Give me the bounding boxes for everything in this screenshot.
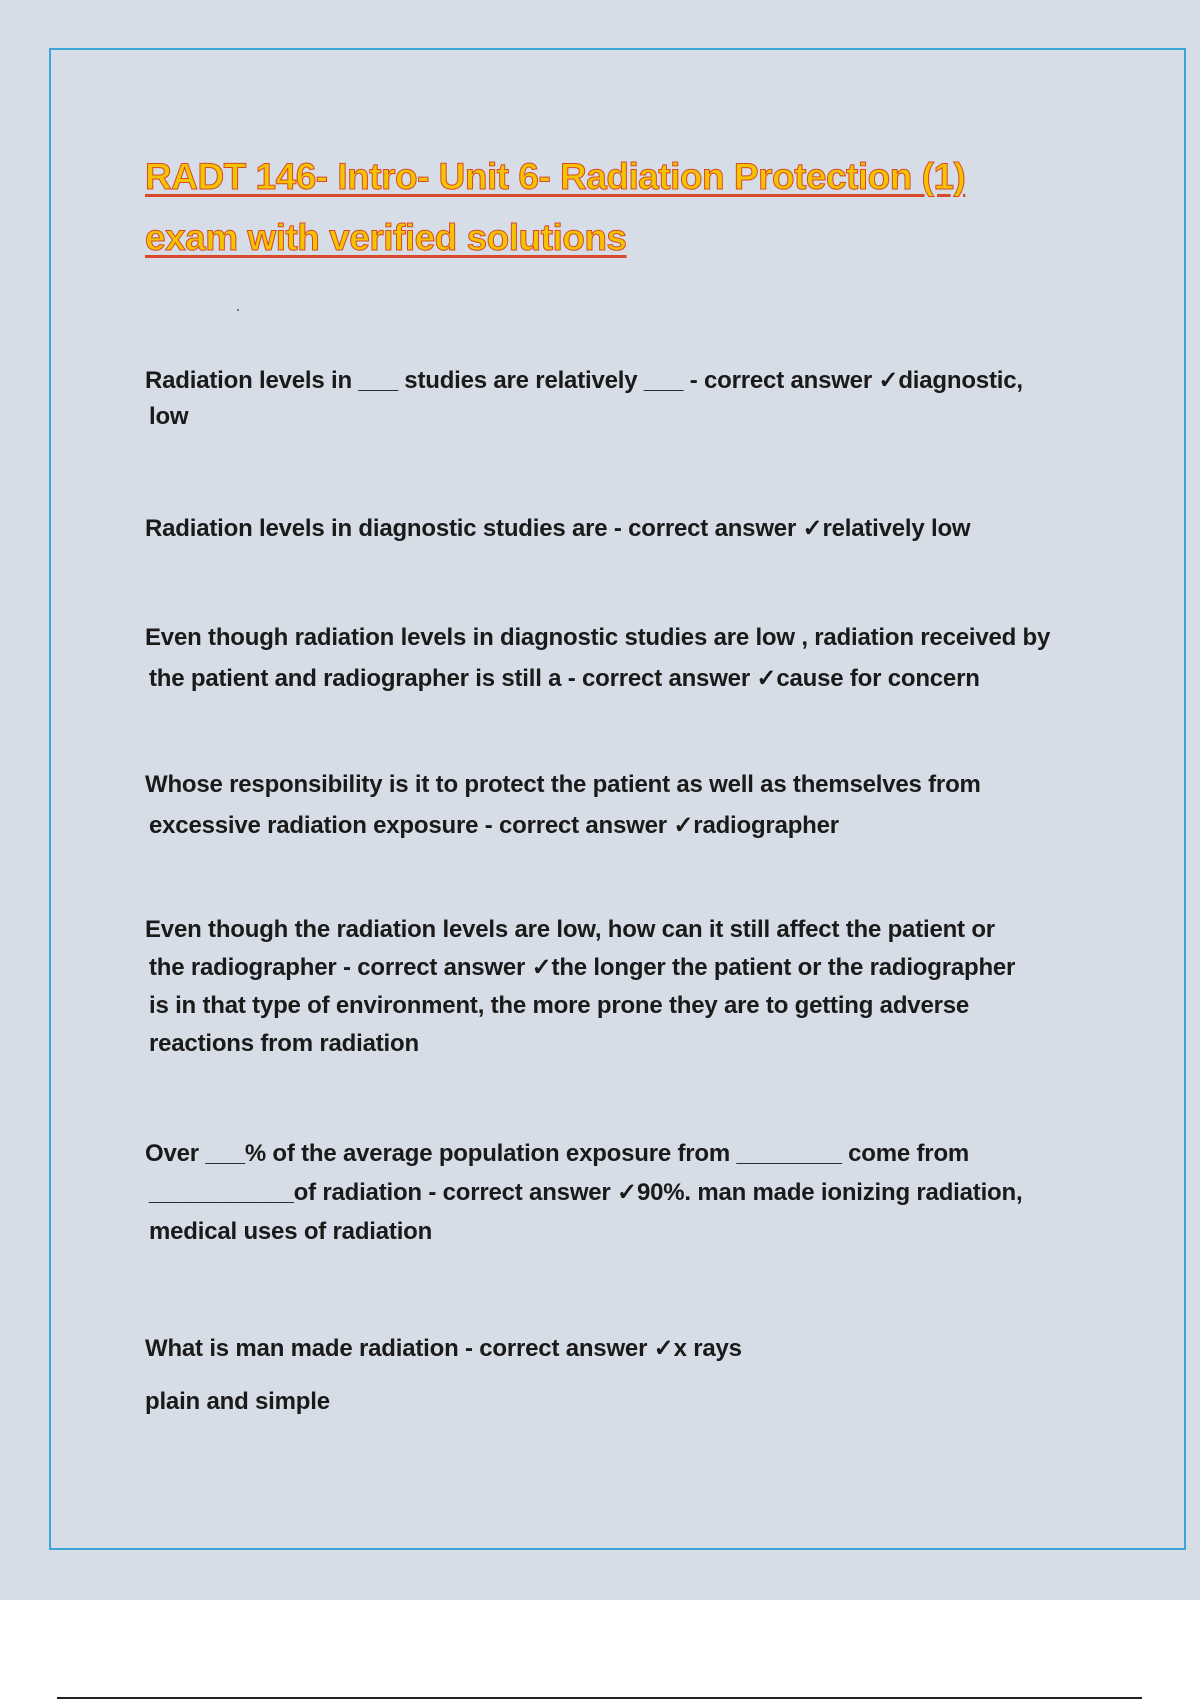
qa-text-line: Even though radiation levels in diagnostic studies are low , radiation received by	[145, 624, 1051, 651]
qa-text-line: the patient and radiographer is still a - correct answer ✓cause for concern	[149, 665, 980, 692]
qa-item	[145, 764, 1105, 846]
qa-text-line: What is man made radiation - correct answer ✓x rays	[145, 1335, 742, 1362]
qa-item	[145, 511, 1105, 547]
qa-text-line: is in that type of environment, the more prone they are to getting adverse	[149, 992, 970, 1019]
title-line: RADT 146- Intro- Unit 6- Radiation Protection (1)	[145, 156, 966, 197]
qa-text-line: reactions from radiation	[149, 1030, 419, 1057]
qa-text-line: medical uses of radiation	[149, 1218, 433, 1245]
stray-mark	[237, 309, 239, 311]
qa-item	[145, 911, 1105, 1063]
qa-item	[145, 1322, 1105, 1428]
qa-text-line: Whose responsibility is it to protect the patient as well as themselves from	[145, 771, 981, 798]
document-title	[145, 146, 1105, 268]
qa-text-line: excessive radiation exposure - correct answer ✓radiographer	[149, 812, 839, 839]
qa-text-line: the radiographer - correct answer ✓the longer the patient or the radiographer	[149, 954, 1016, 981]
footer-rule	[57, 1697, 1142, 1699]
qa-text-line: plain and simple	[145, 1388, 330, 1415]
qa-item	[145, 363, 1105, 435]
qa-text-line: low	[149, 403, 189, 430]
qa-text-line: ___________of radiation - correct answer ✓90%. man made ionizing radiation,	[149, 1179, 1023, 1206]
qa-item	[145, 1134, 1105, 1251]
qa-text-line: Over ___% of the average population exposure from ________ come from	[145, 1140, 970, 1167]
qa-text-line: Even though the radiation levels are low, how can it still affect the patient or	[145, 916, 995, 943]
title-line: exam with verified solutions	[145, 217, 627, 258]
qa-item	[145, 617, 1105, 699]
qa-text-line: Radiation levels in ___ studies are relatively ___ - correct answer ✓diagnostic,	[145, 367, 1023, 394]
qa-text-line: Radiation levels in diagnostic studies are - correct answer ✓relatively low	[145, 515, 971, 542]
